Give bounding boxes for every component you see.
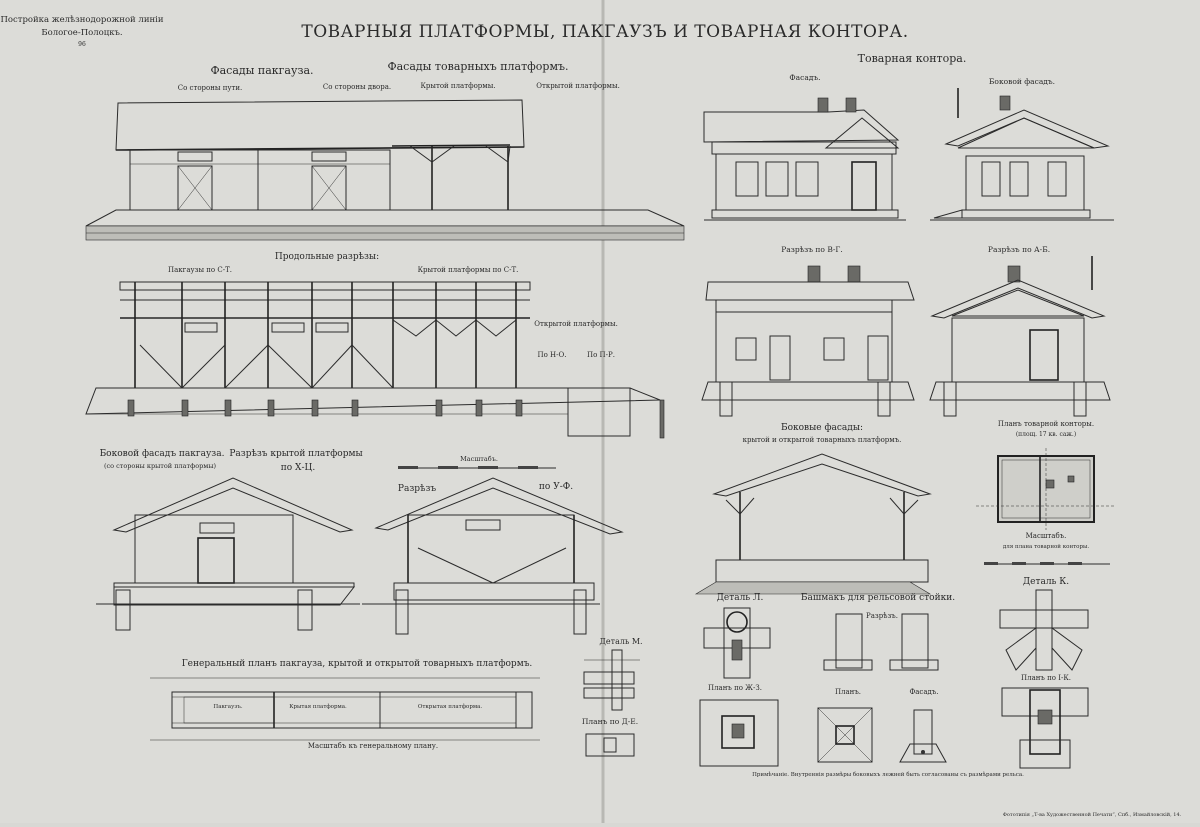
scale-general: Масштабъ къ генеральному плану. bbox=[307, 742, 439, 750]
longitudinal-section bbox=[86, 282, 664, 438]
label-section-ab: Разрѣзъ по А-Б. bbox=[987, 245, 1051, 254]
label-section: Разрѣзъ bbox=[397, 484, 437, 494]
office-plan bbox=[976, 448, 1116, 530]
label-shoe-section: Разрѣзъ. bbox=[866, 612, 898, 620]
detail-m bbox=[584, 650, 640, 710]
label-covered-platform: Крытой платформы. bbox=[420, 82, 496, 90]
label-section-xc: по Х-Ц. bbox=[280, 463, 316, 473]
detail-l bbox=[704, 608, 770, 678]
plan-de-detail bbox=[586, 734, 634, 756]
label-office-facade: Фасадъ. bbox=[789, 73, 821, 82]
shoe-facade bbox=[900, 710, 946, 762]
platform-facades-title: Фасады товарныхъ платформъ. bbox=[387, 60, 569, 73]
label-covered-ct: Крытой платформы по С-Т. bbox=[417, 266, 519, 274]
shoe-section bbox=[824, 614, 938, 670]
facades-title: Фасады пакгауза. bbox=[210, 64, 314, 77]
label-office-side-facade: Боковой фасадъ. bbox=[988, 77, 1056, 86]
platforms-side-facade bbox=[696, 454, 930, 594]
label-side-facade: Боковой фасадъ пакгауза. bbox=[99, 449, 225, 459]
main-title: ТОВАРНЫЯ ПЛАТФОРМЫ, ПАКГАУЗЪ И ТОВАРНАЯ КОНТОРА. bbox=[301, 22, 909, 42]
label-section-covered: Разрѣзъ крытой платформы bbox=[229, 449, 363, 459]
imprint-text: Фототипія „Т-ва Художественной Печати“, Спб., Измайловскій, 14. bbox=[1002, 812, 1182, 818]
scale-bar-right bbox=[984, 562, 1110, 565]
detail-k bbox=[1000, 590, 1088, 670]
label-warehouse-ct: Пакгаузы по С-Т. bbox=[168, 266, 232, 274]
plan-zhz-detail bbox=[700, 700, 778, 766]
label-side-facades-sub: крытой и открытой товарныхъ платформъ. bbox=[742, 436, 902, 444]
label-shoe-title: Башмакъ для рельсовой стойки. bbox=[800, 593, 956, 603]
label-plan-ik: Планъ по І-К. bbox=[1021, 674, 1071, 682]
covered-platform-section bbox=[362, 478, 622, 634]
label-section-vg: Разрѣзъ по В-Г. bbox=[781, 245, 843, 254]
label-open-platform-2: Открытой платформы. bbox=[534, 320, 618, 328]
office-facade bbox=[704, 98, 906, 220]
label-section-pr: По П-Р. bbox=[587, 351, 615, 359]
label-detail-k: Деталь К. bbox=[1022, 577, 1070, 587]
general-plan-title: Генеральный планъ пакгауза, крытой и открытой товарныхъ платформъ. bbox=[181, 659, 533, 669]
office-section-vg bbox=[702, 266, 914, 416]
label-section-uf: по У-Ф. bbox=[538, 482, 574, 492]
shoe-plan bbox=[818, 708, 872, 762]
org-line-1: Постройка желѣзнодорожной линіи bbox=[0, 15, 164, 25]
plan-label-warehouse: Пакгаузъ. bbox=[213, 704, 243, 710]
label-open-platform: Открытой платформы. bbox=[536, 82, 620, 90]
label-office-plan: Планъ товарной конторы. bbox=[997, 420, 1095, 428]
org-line-2: Бологое-Полоцкъ. bbox=[41, 28, 123, 38]
label-shoe-facade: Фасадъ. bbox=[909, 688, 939, 696]
label-plan-zhz: Планъ по Ж-З. bbox=[708, 684, 762, 692]
label-scale-left: Масштабъ. bbox=[460, 455, 498, 463]
office-title: Товарная контора. bbox=[857, 52, 967, 65]
label-detail-l: Деталь Л. bbox=[716, 593, 764, 603]
plan-label-open: Открытая платформа. bbox=[417, 704, 483, 710]
label-plan-de: Планъ по Д-Е. bbox=[581, 717, 639, 726]
label-from-track: Со стороны пути. bbox=[177, 84, 243, 92]
note-text: Примѣчаніе. Внутреннія размѣры боковыхъ лежней быть согласованы съ размѣрами рельса. bbox=[752, 772, 1024, 778]
label-shoe-plan: Планъ. bbox=[834, 688, 862, 696]
label-scale-right: Масштабъ. bbox=[1025, 532, 1067, 540]
label-side-facade-note: (со стороны крытой платформы) bbox=[103, 462, 217, 470]
label-office-plan-area: (площ. 17 кв. саж.) bbox=[1015, 431, 1077, 438]
office-side-facade bbox=[930, 88, 1114, 220]
plan-label-covered: Крытая платформа. bbox=[289, 704, 347, 710]
scale-bar-left bbox=[398, 466, 556, 469]
long-sections-title: Продольные разрѣзы: bbox=[274, 252, 380, 262]
sheet-number: 96 bbox=[78, 41, 86, 48]
plan-ik-detail bbox=[1002, 688, 1088, 768]
label-scale-right-sub: для плана товарной конторы. bbox=[1002, 544, 1090, 550]
label-section-no: По Н-О. bbox=[537, 351, 567, 359]
warehouse-facade bbox=[86, 100, 684, 240]
general-plan bbox=[150, 678, 540, 740]
label-side-facades: Боковые фасады: bbox=[780, 423, 864, 433]
office-section-ab bbox=[930, 256, 1110, 416]
label-detail-m: Деталь М. bbox=[599, 637, 643, 646]
label-from-yard: Со стороны двора. bbox=[322, 83, 392, 91]
warehouse-side-facade bbox=[96, 478, 360, 630]
